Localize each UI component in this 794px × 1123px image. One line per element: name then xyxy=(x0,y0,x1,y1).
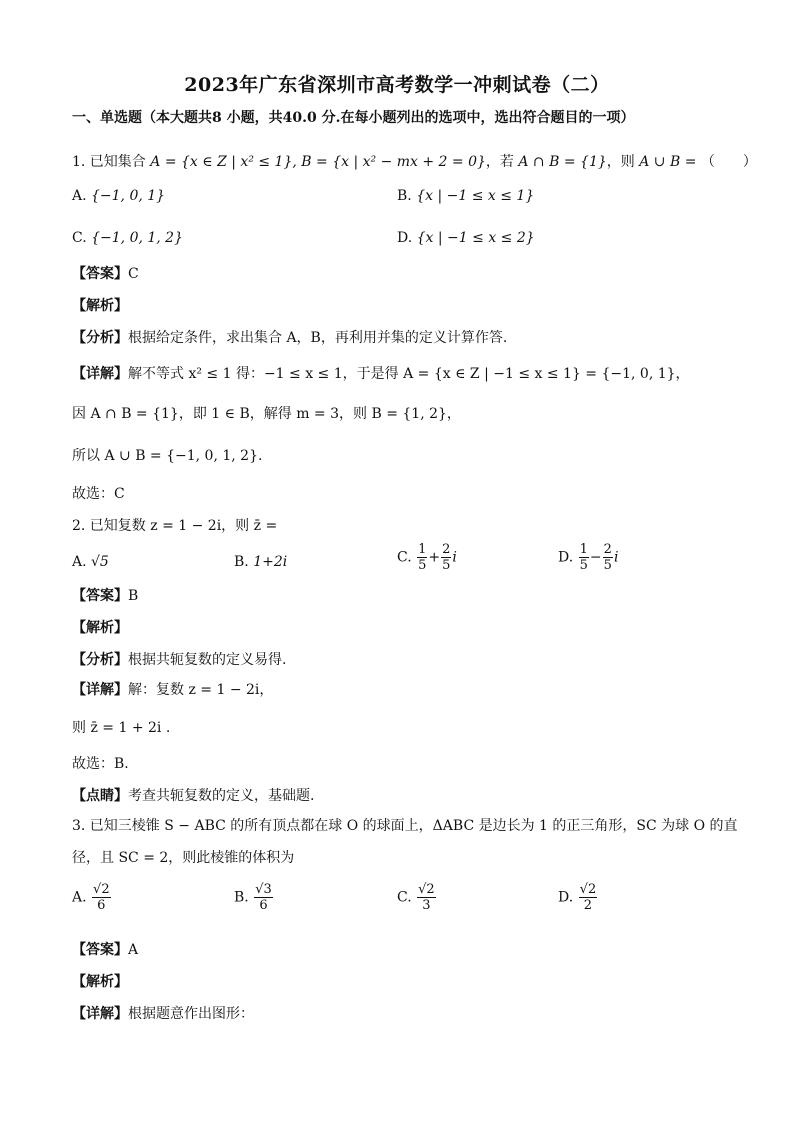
answer-value: C xyxy=(128,266,139,282)
q2-stem: 2. 已知复数 z = 1 − 2i，则 z̄ = xyxy=(72,518,278,534)
option-text: 1+2i xyxy=(253,554,288,570)
analysis-text: 根据共轭复数的定义易得. xyxy=(128,652,287,668)
fraction xyxy=(417,882,436,913)
analysis-tag: 【分析】 xyxy=(72,652,128,668)
analysis-text: 根据给定条件，求出集合 A，B，再利用并集的定义计算作答. xyxy=(128,330,508,346)
fraction xyxy=(579,882,598,913)
option-label: C. xyxy=(397,889,412,906)
q1-analysis xyxy=(72,328,507,348)
section-heading: 一、单选题（本大题共8 小题，共40.0 分.在每小题列出的选项中，选出符合题目的一项） xyxy=(72,110,635,126)
option-label: A. xyxy=(72,188,87,204)
option-label: D. xyxy=(558,549,574,566)
q2-detail-1 xyxy=(72,680,273,700)
comment-tag: 【点睛】 xyxy=(72,788,128,804)
radicand: 2 xyxy=(426,882,435,897)
q1-choose: 故选：C xyxy=(72,486,125,502)
fraction xyxy=(92,882,111,913)
answer-tag: 【答案】 xyxy=(72,266,128,282)
q1-detail-1 xyxy=(72,364,690,384)
fraction xyxy=(254,882,273,913)
detail-tag: 【详解】 xyxy=(72,366,128,382)
q2-answer xyxy=(72,586,138,606)
operator: − xyxy=(589,549,602,566)
option-text: {x | −1 ≤ x ≤ 2} xyxy=(416,230,535,246)
q1-detail-3: 所以 A ∪ B = {−1, 0, 1, 2}. xyxy=(72,448,263,464)
option-label: C. xyxy=(72,230,87,246)
denominator: 5 xyxy=(579,558,588,573)
q1-ask: A ∪ B = xyxy=(639,154,697,170)
option-label: C. xyxy=(397,549,412,566)
fraction xyxy=(417,542,427,573)
option-label: B. xyxy=(234,554,249,570)
option-text: √5 xyxy=(91,554,109,570)
numerator: 1 xyxy=(418,542,427,557)
q1-condition: A ∩ B = {1} xyxy=(518,154,607,170)
detail-text: 解：复数 z = 1 − 2i， xyxy=(128,682,274,698)
denominator: 3 xyxy=(422,898,431,913)
q1-set-a: A = {x ∈ Z | x² ≤ 1} xyxy=(150,154,293,170)
q2-choose: 故选：B. xyxy=(72,756,129,772)
q1-option-c xyxy=(72,228,183,248)
option-label: A. xyxy=(72,554,87,570)
numerator: 2 xyxy=(442,542,451,557)
detail-tag: 【详解】 xyxy=(72,682,128,698)
q3-option-a xyxy=(72,882,112,913)
q1-stem-mid: ，若 xyxy=(485,154,514,170)
answer-value: A xyxy=(128,942,139,958)
q3-option-c xyxy=(397,882,437,913)
analysis-tag: 【分析】 xyxy=(72,330,128,346)
q1-answer xyxy=(72,264,139,284)
answer-tag: 【答案】 xyxy=(72,942,128,958)
q2-option-d xyxy=(558,542,618,573)
q1-stem-prefix: 1. 已知集合 xyxy=(72,154,146,170)
detail-text: 根据题意作出图形： xyxy=(128,1006,254,1022)
comment-text: 考查共轭复数的定义，基础题. xyxy=(128,788,315,804)
q3-jiexi: 【解析】 xyxy=(72,974,128,990)
detail-tag: 【详解】 xyxy=(72,1006,128,1022)
answer-value: B xyxy=(128,588,139,604)
q3-stem-2: 径，且 SC = 2，则此棱锥的体积为 xyxy=(72,850,295,866)
fraction xyxy=(579,542,589,573)
numerator: 1 xyxy=(579,542,588,557)
q2-option-c xyxy=(397,542,457,573)
page-title: 2023年广东省深圳市高考数学一冲刺试卷（二） xyxy=(184,74,610,96)
option-text: {x | −1 ≤ x ≤ 1} xyxy=(416,188,535,204)
option-label: B. xyxy=(397,188,412,204)
numerator: √2 xyxy=(418,882,435,897)
q3-option-d xyxy=(558,882,598,913)
radicand: 2 xyxy=(587,882,597,897)
option-label: D. xyxy=(558,889,574,906)
q1-detail-2: 因 A ∩ B = {1}，即 1 ∈ B，解得 m = 3，则 B = {1, 2}， xyxy=(72,406,461,422)
option-label: B. xyxy=(234,889,249,906)
q1-option-a xyxy=(72,186,165,206)
option-label: D. xyxy=(397,230,413,246)
imaginary-unit: i xyxy=(452,549,457,566)
q2-detail-2: 则 z̄ = 1 + 2i . xyxy=(72,720,171,736)
q3-answer xyxy=(72,940,138,960)
denominator: 5 xyxy=(603,558,612,573)
radicand: 2 xyxy=(101,882,110,897)
denominator: 5 xyxy=(442,558,451,573)
q3-option-b xyxy=(234,882,274,913)
q2-analysis xyxy=(72,650,286,670)
option-label: A. xyxy=(72,889,87,906)
radicand: 3 xyxy=(263,882,272,897)
denominator: 2 xyxy=(583,898,593,913)
q1-stem-tail: ，则 xyxy=(606,154,635,170)
denominator: 6 xyxy=(97,898,106,913)
q3-stem-1: 3. 已知三棱锥 S − ABC 的所有顶点都在球 O 的球面上，ΔABC 是边长为 1 的正三角形，SC 为球 O 的直 xyxy=(72,818,738,834)
detail-text: 解不等式 x² ≤ 1 得：−1 ≤ x ≤ 1，于是得 A = {x ∈ Z | −1 ≤ x ≤ 1} = {−1, 0, 1}， xyxy=(128,366,690,382)
operator: + xyxy=(428,549,441,566)
q1-set-b: , B = {x | x² − mx + 2 = 0} xyxy=(292,154,486,170)
imaginary-unit: i xyxy=(613,549,619,566)
option-text: {−1, 0, 1} xyxy=(91,188,166,204)
q3-detail xyxy=(72,1004,254,1024)
fraction xyxy=(441,542,451,573)
numerator: 2 xyxy=(603,542,612,557)
q1-option-d xyxy=(397,228,535,248)
q2-option-a xyxy=(72,552,109,572)
q2-jiexi: 【解析】 xyxy=(72,620,128,636)
denominator: 5 xyxy=(418,558,427,573)
q1-option-b xyxy=(397,186,534,206)
fraction xyxy=(603,542,613,573)
numerator: √3 xyxy=(255,882,272,897)
q2-option-b xyxy=(234,552,287,572)
q1-jiexi: 【解析】 xyxy=(72,298,128,314)
numerator: √2 xyxy=(579,882,597,897)
answer-tag: 【答案】 xyxy=(72,588,128,604)
option-text: {−1, 0, 1, 2} xyxy=(91,230,183,246)
denominator: 6 xyxy=(259,898,268,913)
q2-comment xyxy=(72,786,314,806)
q1-paren: （ ） xyxy=(700,154,757,170)
numerator: √2 xyxy=(93,882,110,897)
q1-stem xyxy=(72,152,757,172)
